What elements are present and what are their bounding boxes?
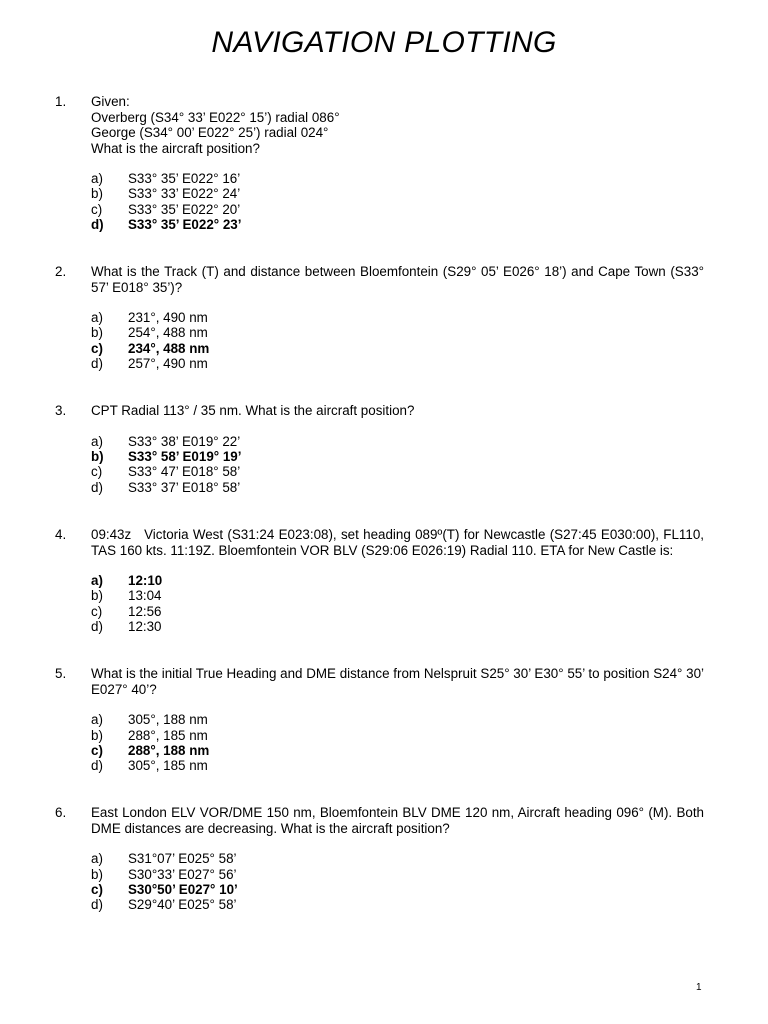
option-text: 231°, 490 nm: [128, 310, 208, 326]
answer-option: [91, 310, 768, 325]
option-text: 257°, 490 nm: [128, 356, 208, 372]
question-text: What is the initial True Heading and DME distance from Nelspruit S25° 30’ E30° 55’ to position S24° 30’ E027° 40’?: [91, 666, 704, 697]
answer-option: [91, 758, 768, 773]
option-letter: d): [91, 356, 103, 372]
answer-option: [91, 619, 768, 634]
question-line: What is the aircraft position?: [91, 140, 260, 156]
question-number: 4.: [55, 527, 67, 543]
option-letter: a): [91, 573, 103, 589]
question-1: [0, 94, 768, 232]
option-text: S33° 58’ E019° 19’: [128, 449, 242, 465]
question-5: [0, 666, 768, 773]
option-text: S33° 38’ E019° 22’: [128, 433, 241, 449]
question-4: [0, 527, 768, 634]
question-3: [0, 403, 768, 495]
option-letter: d): [91, 216, 104, 232]
answer-option: [91, 186, 768, 201]
answer-option: [91, 325, 768, 340]
option-text: 305°, 188 nm: [128, 712, 208, 728]
option-letter: c): [91, 603, 103, 619]
answer-option: [91, 743, 768, 758]
answer-option: [91, 356, 768, 371]
answer-option: [91, 480, 768, 495]
question-number: 5.: [55, 666, 67, 682]
question-text: CPT Radial 113° / 35 nm. What is the aircraft position?: [91, 403, 415, 419]
answer-options: [91, 310, 768, 371]
option-text: 254°, 488 nm: [128, 325, 208, 341]
option-text: S33° 35’ E022° 23’: [128, 216, 242, 232]
question-2: [0, 264, 768, 371]
option-text: 12:30: [128, 618, 162, 634]
option-letter: c): [91, 201, 103, 217]
answer-options: [91, 171, 768, 232]
option-text: S33° 37’ E018° 58’: [128, 479, 241, 495]
question-6: [0, 805, 768, 912]
option-letter: b): [91, 325, 103, 341]
option-letter: c): [91, 340, 103, 356]
question-line: Overberg (S34° 33’ E022° 15’) radial 086°: [91, 109, 340, 125]
option-letter: a): [91, 851, 103, 867]
answer-option: [91, 851, 768, 866]
answer-option: [91, 712, 768, 727]
answer-options: [91, 434, 768, 495]
question-number: 6.: [55, 805, 67, 821]
option-letter: c): [91, 742, 103, 758]
option-text: S33° 35’ E022° 20’: [128, 201, 241, 217]
option-letter: a): [91, 310, 103, 326]
answer-option: [91, 897, 768, 912]
option-text: S30°33’ E027° 56’: [128, 866, 237, 882]
answer-options: [91, 712, 768, 773]
question-text: East London ELV VOR/DME 150 nm, Bloemfontein BLV DME 120 nm, Aircraft heading 096° (M). Both DME distances are decreasing. What is the aircraft position?: [91, 805, 704, 836]
answer-options: [91, 573, 768, 634]
option-letter: d): [91, 897, 103, 913]
question-line: George (S34° 00’ E022° 25’) radial 024°: [91, 125, 329, 140]
answer-option: [91, 573, 768, 588]
option-text: S31°07’ E025° 58’: [128, 851, 237, 867]
option-letter: c): [91, 464, 103, 480]
option-letter: a): [91, 433, 103, 449]
question-text: 09:43z Victoria West (S31:24 E023:08), set heading 089º(T) for Newcastle (S27:45 E030:00), FL110, TAS 160 kts. 11:19Z. Bloemfontein VOR BLV (S29:06 E026:19) Radial 110. ETA for New Castle is:: [91, 527, 708, 558]
answer-option: [91, 202, 768, 217]
option-letter: a): [91, 171, 103, 186]
option-text: 234°, 488 nm: [128, 340, 210, 356]
question-number: 3.: [55, 403, 67, 419]
option-text: S33° 33’ E022° 24’: [128, 186, 241, 202]
question-number: 1.: [55, 94, 67, 109]
option-letter: b): [91, 866, 103, 882]
answer-option: [91, 882, 768, 897]
answer-options: [91, 851, 768, 912]
option-letter: a): [91, 712, 103, 728]
option-text: 12:10: [128, 573, 163, 589]
option-letter: c): [91, 882, 103, 898]
option-text: 288°, 185 nm: [128, 727, 208, 743]
option-letter: d): [91, 479, 103, 495]
question-list: [0, 94, 768, 945]
answer-option: [91, 588, 768, 603]
question-text: What is the Track (T) and distance between Bloemfontein (S29° 05’ E026° 18’) and Cape Town (S33° 57’ E018° 35’)?: [91, 264, 704, 295]
option-letter: b): [91, 727, 103, 743]
page-number: 1: [696, 982, 702, 993]
answer-option: [91, 464, 768, 479]
option-text: S33° 35’ E022° 16’: [128, 171, 241, 186]
option-text: S30°50’ E027° 10’: [128, 882, 238, 898]
answer-option: [91, 449, 768, 464]
answer-option: [91, 341, 768, 356]
option-letter: d): [91, 618, 103, 634]
option-letter: b): [91, 449, 104, 465]
option-text: S33° 47’ E018° 58’: [128, 464, 241, 480]
option-text: S29°40’ E025° 58’: [128, 897, 237, 913]
option-letter: d): [91, 758, 103, 774]
answer-option: [91, 434, 768, 449]
answer-option: [91, 604, 768, 619]
option-text: 305°, 185 nm: [128, 758, 208, 774]
answer-option: [91, 867, 768, 882]
answer-option: [91, 171, 768, 186]
option-letter: b): [91, 186, 103, 202]
page-title: NAVIGATION PLOTTING: [211, 26, 557, 59]
option-text: 12:56: [128, 603, 162, 619]
question-line: Given:: [91, 94, 130, 109]
option-letter: b): [91, 588, 103, 604]
answer-option: [91, 217, 768, 232]
option-text: 13:04: [128, 588, 162, 604]
question-number: 2.: [55, 264, 67, 280]
option-text: 288°, 188 nm: [128, 742, 210, 758]
question-text: [91, 94, 704, 156]
answer-option: [91, 728, 768, 743]
